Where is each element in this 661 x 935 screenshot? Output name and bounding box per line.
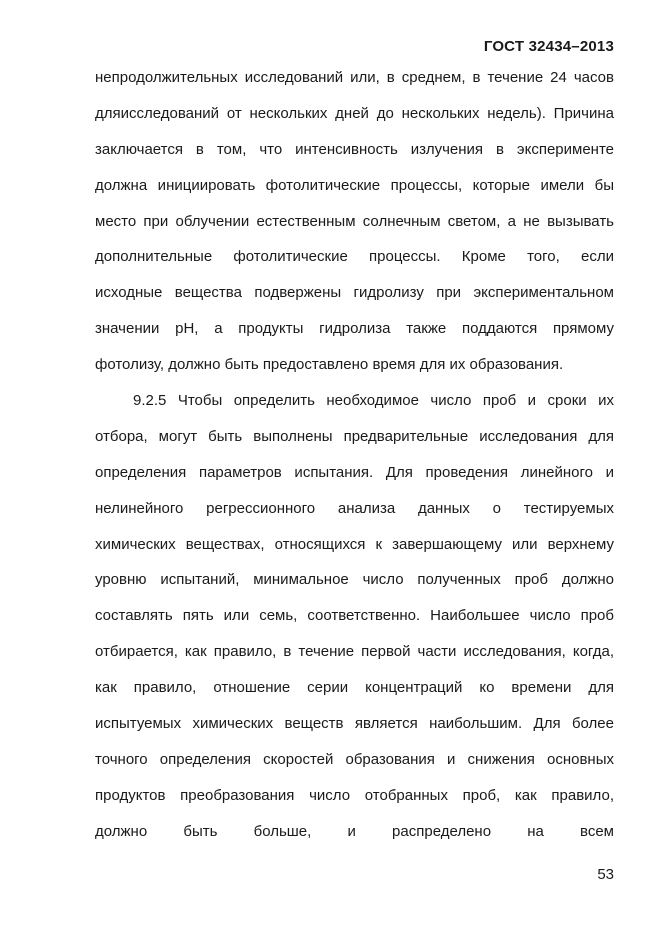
text-line: фотолизу, должно быть предоставлено время для их образования. (95, 356, 564, 374)
text-line: как правило, отношение серии концентраций ко времени для (95, 679, 614, 697)
body-text (95, 60, 614, 850)
text-line: заключается в том, что интенсивность излучения в эксперименте (95, 140, 614, 158)
text-line: составлять пять или семь, соответственно. Наибольшее число проб (95, 607, 614, 625)
text-line: продуктов преобразования число отобранных проб, как правило, (95, 786, 614, 804)
text-line: химических веществах, относящихся к завершающему или верхнему (95, 535, 614, 553)
document-header-standard: ГОСТ 32434–2013 (483, 38, 614, 55)
text-line: дополнительные фотолитические процессы. Кроме того, если (95, 248, 614, 266)
text-line: отбирается, как правило, в течение первой части исследования, когда, (95, 643, 614, 661)
text-line: должно быть больше, и распределено на всем (95, 822, 614, 840)
text-line: непродолжительных исследований или, в среднем, в течение 24 часов (95, 69, 614, 86)
text-line: исходные вещества подвержены гидролизу при экспериментальном (95, 284, 614, 302)
text-line: значении pH, а продукты гидролиза также поддаются прямому (95, 320, 614, 338)
text-line: испытуемых химических веществ является наибольшим. Для более (95, 715, 614, 733)
text-line: точного определения скоростей образования и снижения основных (95, 750, 614, 768)
text-line: определения параметров испытания. Для проведения линейного и (95, 463, 614, 481)
text-line: нелинейного регрессионного анализа данных о тестируемых (95, 499, 614, 517)
text-line: уровню испытаний, минимальное число полученных проб должно (95, 571, 614, 589)
page-number: 53 (597, 866, 614, 883)
text-line: место при облучении естественным солнечным светом, а не вызывать (95, 212, 614, 230)
text-line: должна инициировать фотолитические процессы, которые имели бы (95, 176, 614, 194)
paragraph-9-2-5-first-line: 9.2.5 Чтобы определить необходимое число проб и сроки их (133, 392, 614, 410)
text-line: дляисследований от нескольких дней до нескольких недель). Причина (95, 104, 614, 122)
text-line: отбора, могут быть выполнены предварительные исследования для (95, 427, 614, 445)
